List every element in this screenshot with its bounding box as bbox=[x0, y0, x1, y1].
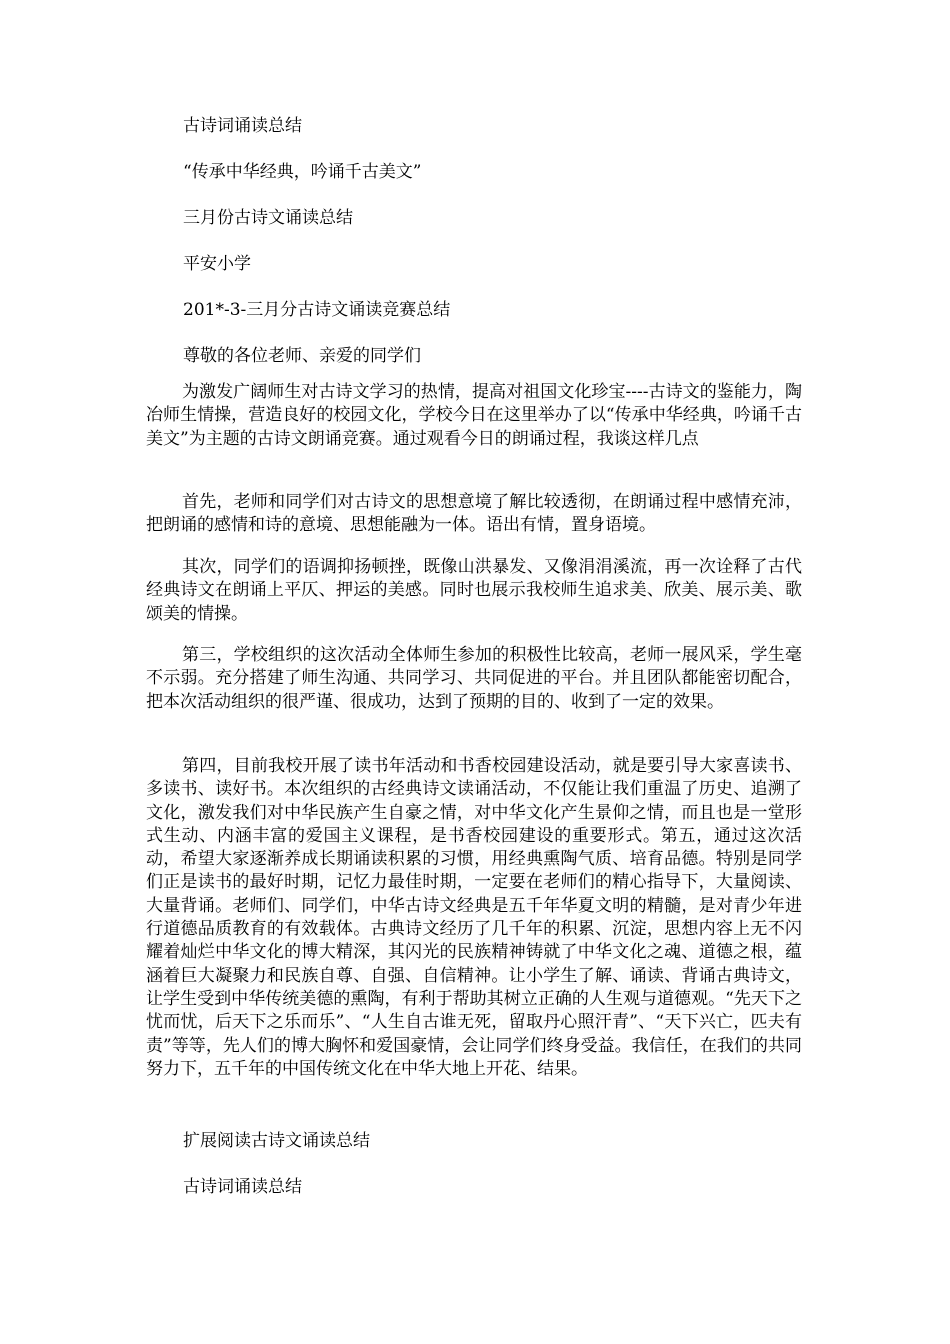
extended-reading-heading: 扩展阅读古诗文诵读总结 bbox=[183, 1131, 370, 1151]
subtitle-line: 三月份古诗文诵读总结 bbox=[183, 208, 353, 228]
school-name: 平安小学 bbox=[183, 254, 251, 274]
footer-title: 古诗词诵读总结 bbox=[183, 1177, 302, 1197]
slogan-line: “传承中华经典，吟诵千古美文” bbox=[183, 162, 422, 182]
paragraph-second: 其次，同学们的语调抑扬顿挫，既像山洪暴发、又像涓涓溪流，再一次诠释了古代经典诗文在朗诵上平仄、押运的美感。同时也展示我校师生追求美、欣美、展示美、歌颂美的情操。 bbox=[146, 557, 802, 624]
date-line: 201*-3-三月分古诗文诵读竞赛总结 bbox=[183, 300, 451, 320]
paragraph-third: 第三，学校组织的这次活动全体师生参加的积极性比较高，老师一展风采，学生毫不示弱。充分搭建了师生沟通、共同学习、共同促进的平台。并且团队都能密切配合，把本次活动组织的很严谨、很成功，达到了预期的目的、收到了一定的效果。 bbox=[146, 645, 802, 712]
paragraph-intro: 为激发广阔师生对古诗文学习的热情，提高对祖国文化珍宝----古诗文的鉴能力，陶冶师生情操，营造良好的校园文化，学校今日在这里举办了以“传承中华经典，吟诵千古美文”为主题的古诗文朗诵竞赛。通过观看今日的朗诵过程，我谈这样几点 bbox=[146, 382, 802, 449]
document-title: 古诗词诵读总结 bbox=[183, 116, 302, 136]
greeting-line: 尊敬的各位老师、亲爱的同学们 bbox=[183, 346, 421, 366]
paragraph-fourth: 第四，目前我校开展了读书年活动和书香校园建设活动，就是要引导大家喜读书、多读书、读好书。本次组织的古经典诗文读诵活动，不仅能让我们重温了历史、追溯了文化，激发我们对中华民族产生自豪之情，对中华文化产生景仰之情，而且也是一堂形式生动、内涵丰富的爱国主义课程，是书香校园建设的重要形式。第五，通过这次活动，希望大家逐渐养成长期诵读积累的习惯，用经典熏陶气质、培育品德。特别是同学们正是读书的最好时期，记忆力最佳时期，一定要在老师们的精心指导下，大量阅读、大量背诵。老师们、同学们，中华古诗文经典是五千年华夏文明的精髓，是对青少年进行道德品质教育的有效载体。古典诗文经历了几千年的积累、沉淀，思想内容上无不闪耀着灿烂中华文化的博大精深，其闪光的民族精神铸就了中华文化之魂、道德之根，蕴涵着巨大凝聚力和民族自尊、自强、自信精神。让小学生了解、诵读、背诵古典诗文，让学生受到中华传统美德的熏陶，有利于帮助其树立正确的人生观与道德观。“先天下之忧而忧，后天下之乐而乐”、“人生自古谁无死，留取丹心照汗青”、“天下兴亡，匹夫有责”等等，先人们的博大胸怀和爱国豪情，会让同学们终身受益。我信任，在我们的共同努力下，五千年的中国传统文化在中华大地上开花、结果。 bbox=[146, 756, 802, 1079]
paragraph-first: 首先，老师和同学们对古诗文的思想意境了解比较透彻，在朗诵过程中感情充沛，把朗诵的感情和诗的意境、思想能融为一体。语出有情，置身语境。 bbox=[146, 492, 802, 536]
